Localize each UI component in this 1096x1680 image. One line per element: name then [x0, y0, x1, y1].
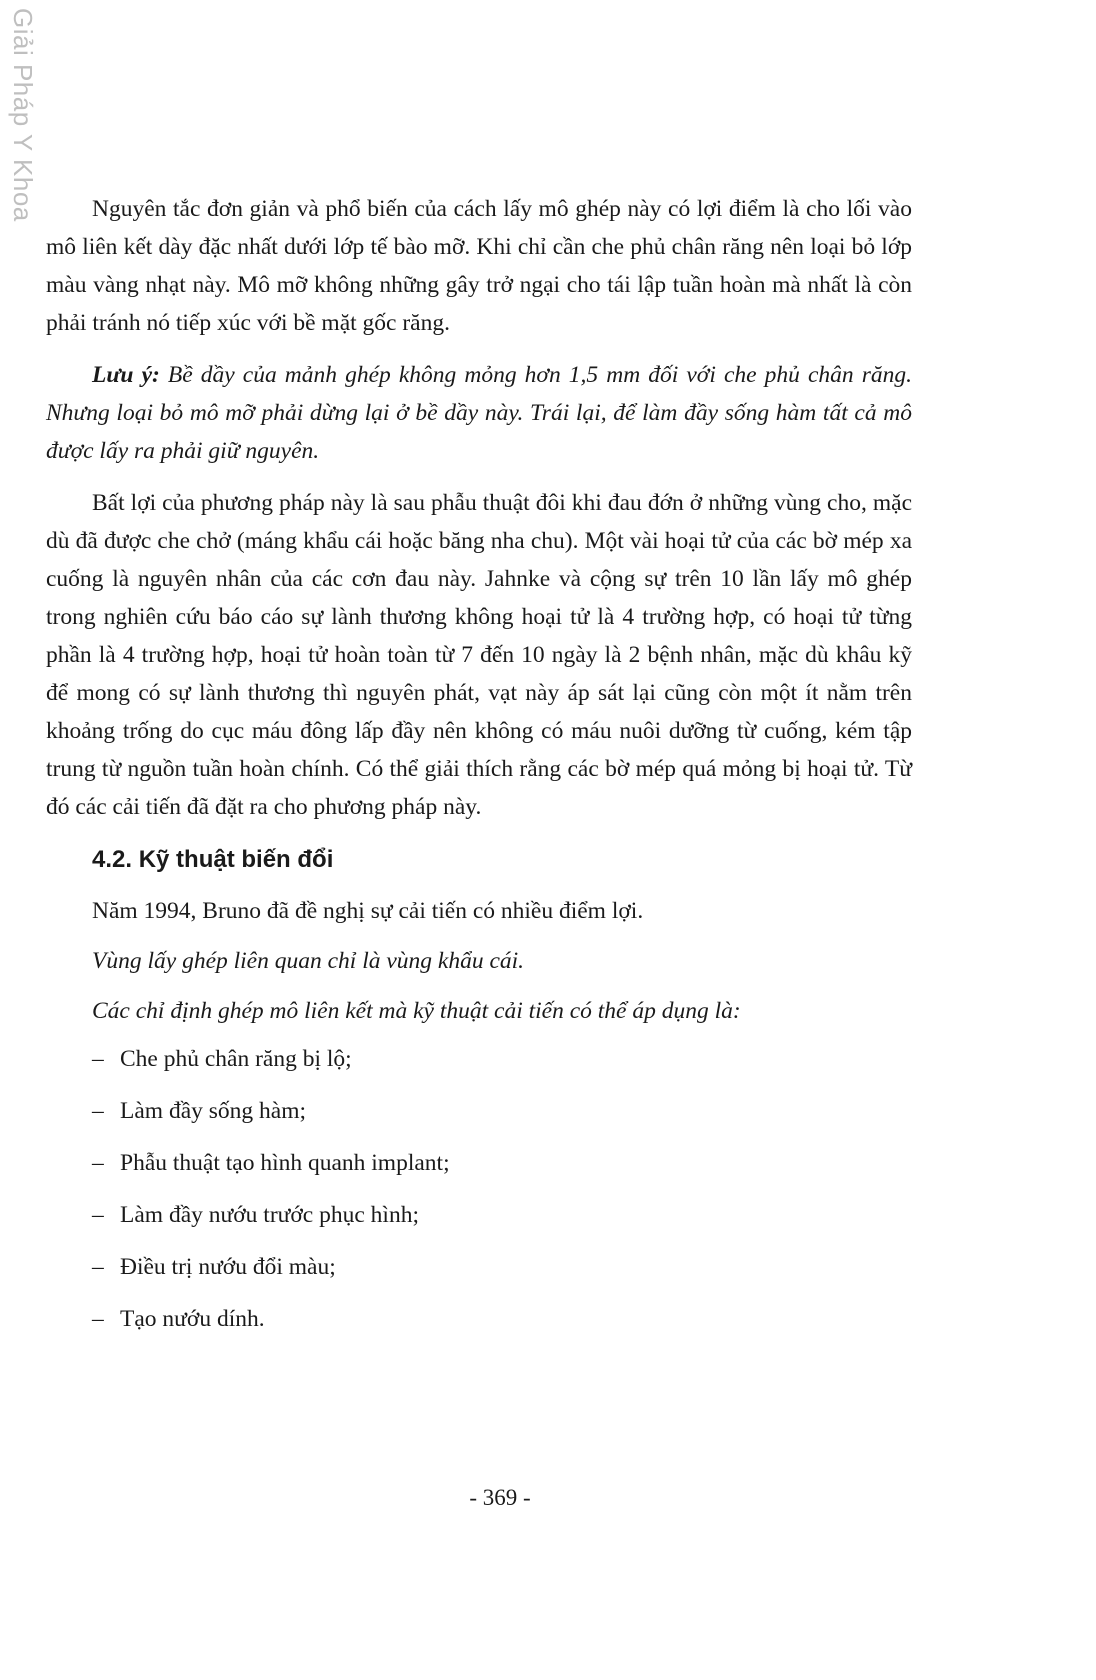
list-item — [46, 1300, 912, 1338]
page-content — [46, 190, 912, 1352]
list-item-text: Điều trị nướu đổi màu; — [120, 1254, 336, 1280]
list-item-text: Che phủ chân răng bị lộ; — [120, 1046, 352, 1072]
list-item-text: Làm đầy sống hàm; — [120, 1098, 307, 1124]
bullet-dash: – — [92, 1254, 104, 1280]
list-item — [46, 1040, 912, 1078]
indications-intro: Các chỉ định ghép mô liên kết mà kỹ thuật cải tiến có thể áp dụng là: — [92, 998, 741, 1024]
list-item-text: Phẫu thuật tạo hình quanh implant; — [120, 1150, 450, 1176]
bullet-dash: – — [92, 1098, 104, 1124]
page-number: - 369 - — [469, 1485, 531, 1510]
list-item — [46, 1248, 912, 1286]
donor-area-line: Vùng lấy ghép liên quan chỉ là vùng khẩu cái. — [92, 948, 525, 974]
list-item — [46, 1196, 912, 1234]
paragraph-graft-principle: Nguyên tắc đơn giản và phổ biến của cách lấy mô ghép này có lợi điểm là cho lối vào mô liên kết dày đặc nhất dưới lớp tế bào mỡ. Khi chỉ cần che phủ chân răng nên loại bỏ lớp màu vàng nhạt này. Mô mỡ không những gây trở ngại cho tái lập tuần hoàn mà nhất là còn phải tránh nó tiếp xúc với bề mặt gốc răng. — [46, 196, 912, 336]
bullet-dash: – — [92, 1202, 104, 1228]
bullet-dash: – — [92, 1046, 104, 1072]
indications-list — [46, 1040, 912, 1338]
note-text: Bề dầy của mảnh ghép không mỏng hơn 1,5 mm đối với che phủ chân răng. Nhưng loại bỏ mô mỡ phải dừng lại ở bề dầy này. Trái lại, để làm đầy sống hàm tất cả mô được lấy ra phải giữ nguyên. — [46, 362, 912, 464]
list-item-text: Tạo nướu dính. — [120, 1306, 265, 1332]
list-item — [46, 1092, 912, 1130]
bruno-line: Năm 1994, Bruno đã đề nghị sự cải tiến có nhiều điểm lợi. — [92, 898, 644, 924]
list-item-text: Làm đầy nướu trước phục hình; — [120, 1202, 419, 1228]
section-heading: 4.2. Kỹ thuật biến đổi — [92, 846, 334, 873]
paragraph-disadvantages: Bất lợi của phương pháp này là sau phẫu thuật đôi khi đau đớn ở những vùng cho, mặc dù đã được che chở (máng khẩu cái hoặc băng nha chu). Một vài hoại tử của các bờ mép xa cuống là nguyên nhân của các cơn đau này. Jahnke và cộng sự trên 10 lần lấy mô ghép trong nghiên cứu báo cáo sự lành thương không hoại tử là 4 trường hợp, có hoại tử từng phần là 4 trường hợp, hoại tử hoàn toàn từ 7 đến 10 ngày là 2 bệnh nhân, mặc dù khâu kỹ để mong có sự lành thương thì nguyên phát, vạt này áp sát lại cũng còn một ít nằm trên khoảng trống do cục máu đông lấp đầy nên không có máu nuôi dưỡng từ cuống, kém tập trung từ nguồn tuần hoàn chính. Có thể giải thích rằng các bờ mép quá mỏng bị hoại tử. Từ đó các cải tiến đã đặt ra cho phương pháp này. — [46, 490, 912, 820]
list-item — [46, 1144, 912, 1182]
bullet-dash: – — [92, 1306, 104, 1332]
watermark — [2, 8, 42, 228]
watermark-text: Giải Pháp Y Khoa — [8, 8, 38, 222]
note-label: Lưu ý: — [92, 362, 160, 388]
bullet-dash: – — [92, 1150, 104, 1176]
note-paragraph — [46, 356, 912, 470]
